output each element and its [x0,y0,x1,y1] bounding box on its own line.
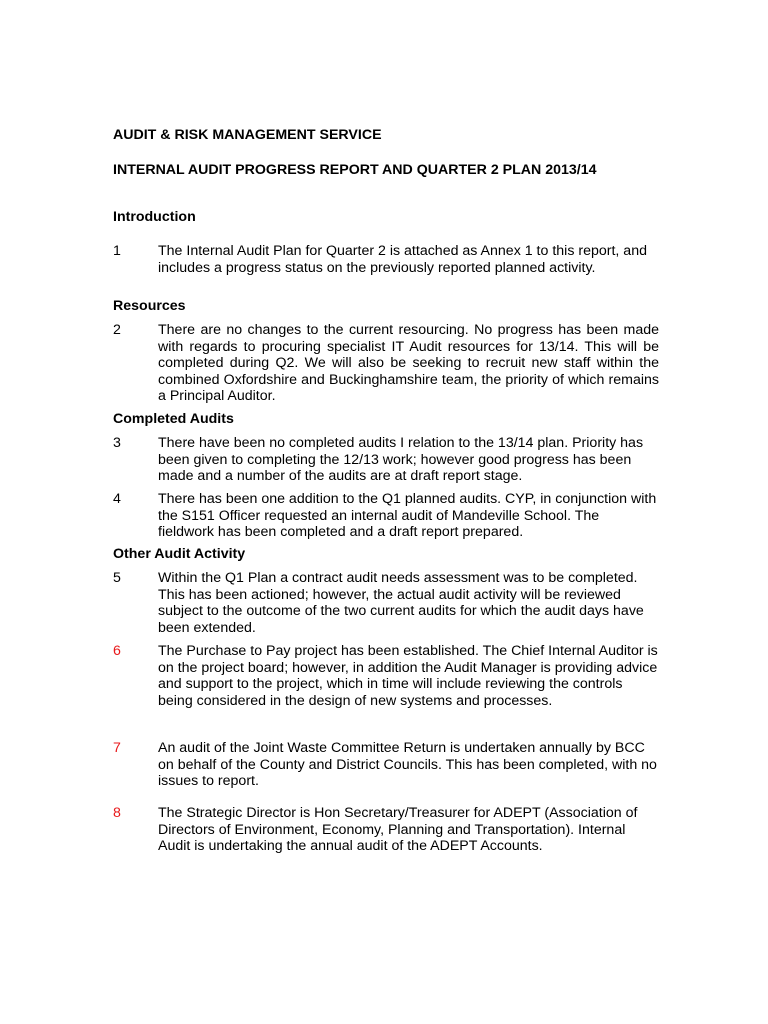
paragraph-4 [113,491,659,541]
paragraph-number: 8 [113,805,121,821]
paragraph-text: There are no changes to the current resourcing. No progress has been made with regards to procuring specialist IT Audit resources for 13/14. This will be completed during Q2. We will also be seeking to recruit new staff within the combined Oxfordshire and Buckinghamshire team, the priority of which remains a Principal Auditor. [158,322,659,404]
paragraph-number: 5 [113,570,121,586]
paragraph-1 [113,243,659,276]
document-subtitle: INTERNAL AUDIT PROGRESS REPORT AND QUARTER 2 PLAN 2013/14 [113,162,597,178]
document-title: AUDIT & RISK MANAGEMENT SERVICE [113,127,382,143]
paragraph-text: There has been one addition to the Q1 planned audits. CYP, in conjunction with the S151 Officer requested an internal audit of Mandeville School. The fieldwork has been completed and a draft report prepared. [158,491,657,540]
paragraph-number: 1 [113,243,121,259]
paragraph-8 [113,805,659,855]
paragraph-text: An audit of the Joint Waste Committee Return is undertaken annually by BCC on behalf of the County and District Councils. This has been completed, with no issues to report. [158,740,657,789]
paragraph-text: The Strategic Director is Hon Secretary/Treasurer for ADEPT (Association of Directors of Environment, Economy, Planning and Transportation). Internal Audit is undertaking the annual audit of the ADEPT Accounts. [158,805,638,854]
paragraph-7 [113,740,659,790]
paragraph-number: 2 [113,322,121,338]
paragraph-text: The Purchase to Pay project has been established. The Chief Internal Auditor is on the project board; however, in addition the Audit Manager is providing advice and support to the project, which in time will include reviewing the controls being considered in the design of new systems and processes. [158,643,658,709]
section-heading-introduction: Introduction [113,209,196,225]
paragraph-3 [113,435,659,485]
paragraph-number: 7 [113,740,121,756]
paragraph-number: 6 [113,643,121,659]
section-heading-completed-audits: Completed Audits [113,411,234,427]
paragraph-text: There have been no completed audits I relation to the 13/14 plan. Priority has been given to completing the 12/13 work; however good progress has been made and a number of the audits are at draft report stage. [158,435,644,484]
section-heading-resources: Resources [113,298,186,314]
paragraph-2 [113,322,659,405]
section-heading-other-audit-activity: Other Audit Activity [113,546,246,562]
paragraph-number: 3 [113,435,121,451]
paragraph-number: 4 [113,491,121,507]
paragraph-6 [113,643,659,709]
paragraph-text: Within the Q1 Plan a contract audit needs assessment was to be completed. This has been actioned; however, the actual audit activity will be reviewed subject to the outcome of the two current audits for which the audit days have been extended. [158,570,644,636]
paragraph-text: The Internal Audit Plan for Quarter 2 is attached as Annex 1 to this report, and includes a progress status on the previously reported planned activity. [158,243,647,276]
paragraph-5 [113,570,659,636]
